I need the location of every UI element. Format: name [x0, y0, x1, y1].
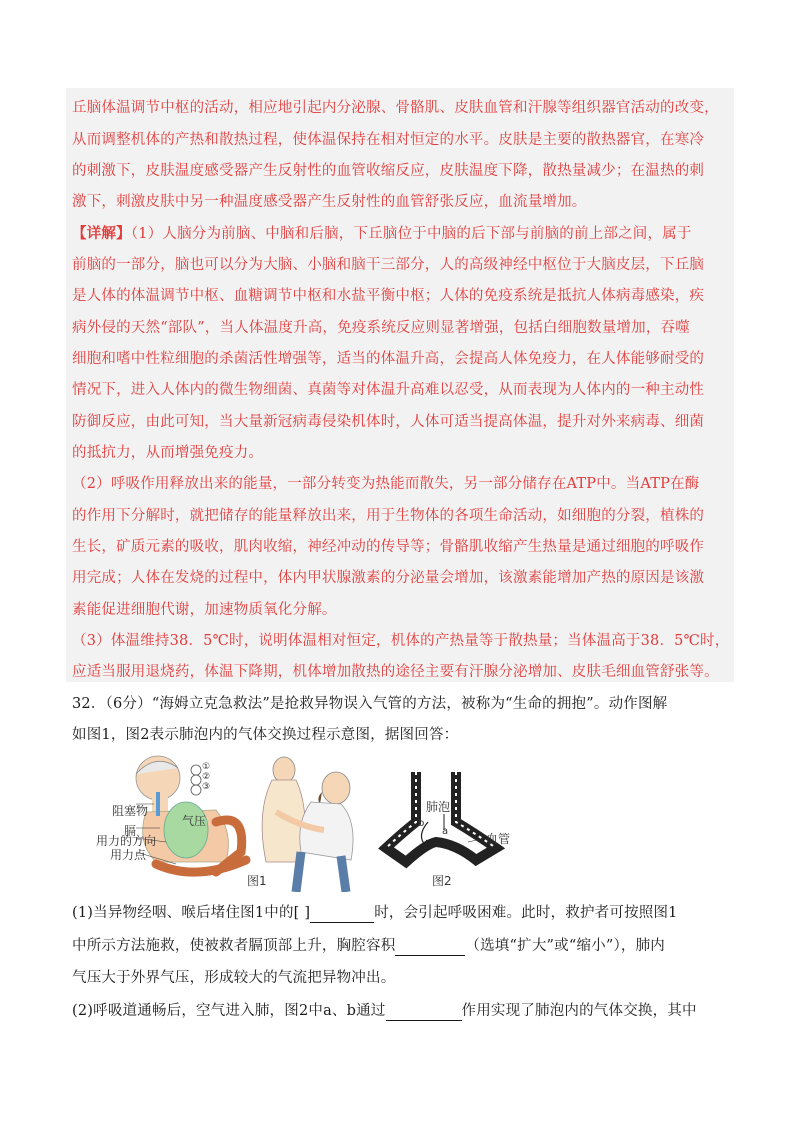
answer-line: 激下，刺激皮肤中另一种温度感受器产生反射性的血管舒张反应，血流量增加。 — [72, 194, 587, 210]
figure1-caption: 图1 — [247, 874, 267, 888]
answer-line: 情况下，进入人体内的微生物细菌、真菌等对体温升高难以忍受，从而表现为人体内的一种主动性 — [72, 382, 705, 398]
answer-line: 用完成；人体在发烧的过程中，体内甲状腺激素的分泌量会增加，该激素能增加产热的原因是该激 — [72, 570, 705, 586]
answer-line: （2）呼吸作用释放出来的能量，一部分转变为热能而散失，另一部分储存在ATP中。当ATP在酶 — [72, 476, 700, 492]
answer-line: 的抵抗力，从而增强免疫力。 — [72, 445, 264, 461]
detail-tag: 【详解】 — [72, 225, 131, 242]
sub-question-1-line3: 气压大于外界气压，形成较大的气流把异物冲出。 — [72, 970, 396, 986]
answer-line — [72, 224, 692, 244]
sub-question-1-line2 — [72, 936, 665, 956]
label-b: b — [418, 818, 425, 829]
sub-question-text: 作用实现了肺泡内的气体交换，其中 — [461, 1003, 697, 1019]
answer-line: 应适当服用退烧药，体温下降期，机体增加散热的途径主要有汗腺分泌增加、皮肤毛细血管舒张等。 — [72, 664, 719, 680]
sub-question-text: (2)呼吸道通畅后，空气进入肺，图2中a、b通过 — [72, 1003, 386, 1019]
answer-line-text: （1）人脑分为前脑、中脑和后脑，下丘脑位于中脑的后下部与前脑的前上部之间，属于 — [130, 226, 692, 242]
label-num2: ② — [202, 772, 211, 782]
label-a: a — [442, 826, 449, 837]
answer-line: 前脑的一部分，脑也可以分为大脑、小脑和脑干三部分，人的高级神经中枢位于大脑皮层，下丘脑 — [72, 257, 705, 273]
answer-blank[interactable] — [310, 906, 374, 923]
question-32-line2: 如图1，图2表示肺泡内的气体交换过程示意图，据图回答： — [72, 727, 459, 743]
figure-illustration — [96, 752, 516, 892]
figure2-caption: 图2 — [432, 874, 452, 888]
answer-blank[interactable] — [395, 939, 465, 956]
label-force-point: 用力点 — [110, 848, 147, 862]
label-blood-vessel: 血管 — [486, 832, 511, 846]
answer-line: 生长，矿质元素的吸收，肌肉收缩，神经冲动的传导等；骨骼肌收缩产生热量是通过细胞的呼吸作 — [72, 539, 705, 555]
label-force-direction: 用力的方向 — [96, 834, 157, 848]
answer-line: 防御反应，由此可知，当大量新冠病毒侵染机体时，人体可适当提高体温，提升对外来病毒、细菌 — [72, 414, 705, 430]
sub-question-1-line1 — [72, 903, 678, 923]
answer-line: 的刺激下，皮肤温度感受器产生反射性的血管收缩反应，皮肤温度下降，散热量减少；在温热的刺 — [72, 163, 705, 179]
figure-area — [96, 752, 516, 892]
answer-line: 是人体的体温调节中枢、血糖调节中枢和水盐平衡中枢；人体的免疫系统是抵抗人体病毒感染，疾 — [72, 288, 705, 304]
answer-blank[interactable] — [386, 1004, 462, 1021]
question-32-line1: 32．（6分）“海姆立克急救法”是抢救异物误入气管的方法，被称为“生命的拥抱”。动作图解 — [72, 696, 668, 712]
answer-line: 的作用下分解时，就把储存的能量释放出来，用于生物体的各项生命活动，如细胞的分裂，植株的 — [72, 508, 705, 524]
sub-question-text: (1)当异物经咽、喉后堵住图1中的[ ] — [72, 905, 311, 921]
figure1-rescue — [262, 757, 353, 892]
answer-line: 从而调整机体的产热和散热过程，使体温保持在相对恒定的水平。皮肤是主要的散热器官，在寒冷 — [72, 132, 705, 148]
label-obstruction: 阻塞物 — [112, 804, 149, 818]
answer-line: 素能促进细胞代谢，加速物质氧化分解。 — [72, 602, 337, 618]
sub-question-2-line1 — [72, 1001, 697, 1021]
answer-line: 细胞和嗜中性粒细胞的杀菌活性增强等，适当的体温升高，会提高人体免疫力，在人体能够耐受的 — [72, 351, 705, 367]
label-air-pressure: 气压 — [182, 814, 207, 828]
label-diaphragm: 膈 — [124, 824, 137, 838]
label-num1: ① — [202, 762, 211, 772]
answer-line: 丘脑体温调节中枢的活动，相应地引起内分泌腺、骨骼肌、皮肤血管和汗腺等组织器官活动的改变， — [72, 100, 719, 116]
answer-line: （3）体温维持38．5℃时，说明体温相对恒定，机体的产热量等于散热量；当体温高于38．5℃时， — [72, 633, 730, 649]
label-alveolus: 肺泡 — [426, 800, 451, 814]
answer-line: 病外侵的天然“部队”，当人体温度升高，免疫系统反应则显著增强，包括白细胞数量增加，吞噬 — [72, 320, 690, 336]
sub-question-text: （选填“扩大”或“缩小”），肺内 — [465, 938, 666, 954]
figure2-alveolus — [386, 772, 496, 862]
label-num3: ③ — [202, 782, 211, 792]
sub-question-text: 时，会引起呼吸困难。此时，救护者可按照图1 — [374, 905, 678, 921]
sub-question-text: 中所示方法施救，使被救者膈顶部上升，胸腔容积 — [72, 938, 396, 954]
